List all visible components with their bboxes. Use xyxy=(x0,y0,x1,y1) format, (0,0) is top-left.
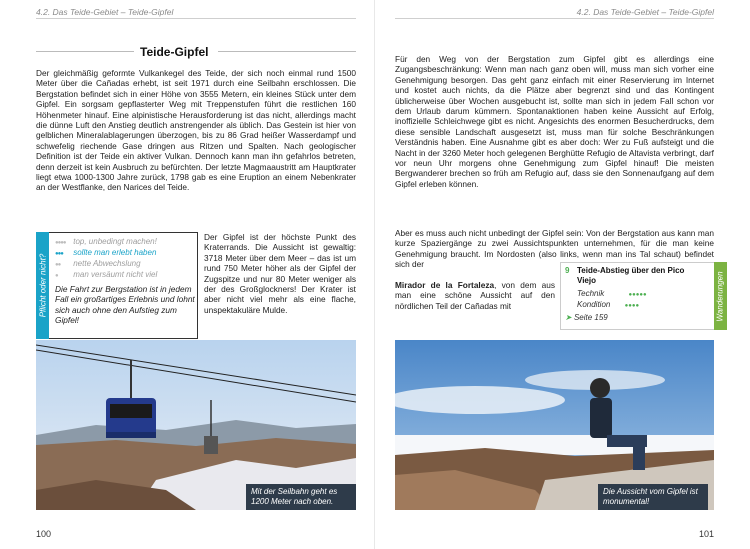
rating-dots-icon: ●● xyxy=(55,262,61,268)
page-ref-label: Seite 159 xyxy=(573,313,608,322)
hike-page-ref[interactable] xyxy=(565,313,608,322)
technik-label: Technik xyxy=(577,289,605,298)
rating-row-nett xyxy=(55,259,195,270)
hike-technik-row xyxy=(577,289,647,298)
pflicht-text: Die Fahrt zur Bergstation ist in jedem Fall ein großartiges Erlebnis und lohnt sich auch ohne den Aufstieg zum Gipfel! xyxy=(55,284,195,326)
pflicht-content xyxy=(55,237,195,326)
kondition-dots-icon: ●●●● xyxy=(624,303,640,309)
pflicht-tab xyxy=(36,232,49,339)
hike-number: 9 xyxy=(565,266,570,275)
summit-paragraph: Der Gipfel ist der höchste Punkt des Kraterrands. Die Aussicht ist gewaltig: 3718 Meter über dem Meer – das ist um rund 750 Meter höher als der Gipfel der Zugspitze und nur 80 Meter weniger als der des Großglockners! Der Krater ist aber nicht viel mehr als eine flache, unspektakuläre Mulde. xyxy=(204,232,356,315)
rating-row-top xyxy=(55,237,195,248)
rating-label: sollte man erlebt haben xyxy=(73,248,157,257)
rating-dots-icon: ● xyxy=(55,273,58,279)
viewpoints-bold: Mirador de la Fortaleza xyxy=(395,280,495,290)
wanderungen-tab-label: Wanderungen xyxy=(716,270,725,322)
header-rule-right xyxy=(395,18,714,19)
rating-row-selected xyxy=(55,248,195,259)
rating-label: man versäumt nicht viel xyxy=(73,270,158,279)
pflicht-tab-label: Pflicht oder nicht? xyxy=(38,253,47,318)
wanderungen-tab xyxy=(714,262,727,330)
page-number-left: 100 xyxy=(36,529,52,539)
running-head-right: 4.2. Das Teide-Gebiet – Teide-Gipfel xyxy=(576,7,714,17)
rating-dots-icon: ●●● xyxy=(55,251,63,257)
pflicht-box xyxy=(36,232,198,339)
photo-caption-left: Mit der Seilbahn geht es 1200 Meter nach oben. xyxy=(246,484,356,510)
rating-label: nette Abwechslung xyxy=(73,259,141,268)
kondition-label: Kondition xyxy=(577,300,611,309)
hike-reference-box xyxy=(560,262,716,330)
photo-caption-right: Die Aussicht vom Gipfel ist monumental! xyxy=(598,484,708,510)
viewpoints-paragraph-bottom xyxy=(395,280,555,311)
header-rule-left xyxy=(36,18,356,19)
viewpoints-text-a: Aber es muss auch nicht unbedingt der Gipfel sein: Von der Bergstation aus kann man kurze Spaziergänge zu zwei Aussichtspunkten unternehmen, für die man keine Genehmigung braucht. Im Nordosten (also links, wenn man ins Tal schaut) befindet sich der xyxy=(395,228,714,270)
intro-paragraph: Der gleichmäßig geformte Vulkankegel des Teide, der sich noch einmal rund 1500 Meter über die Cañadas erhebt, ist seit 1971 durch eine Seilbahn erschlossen. Die Bergstation befindet sich in einer Höhe von 3555 Metern, ein kleines Stück unter dem Gipfel. Ein sorgsam gepflasterter Weg mit Treppenstufen führt die restlichen 160 Höhenmeter hinauf. Eine alpinistische Herausforderung ist das nicht, allerdings macht die dünne Luft den Anstieg deutlich anstrengender als üblich. Das Gestein ist hier von gelblichen Mineralablagerungen überzogen, bis zu 86 Grad heißer Wasserdampf und schwefelig riechende Gase dringen aus Ritzen und Spalten. Nach geologischer Definition ist der Teide ein aktiver Vulkan. Dennoch kann man ihn gefahrlos betreten, denn derzeit ist kein Ausbruch zu befürchten. Der letzte Magmaaustritt am Hauptkrater liegt etwa 1000-1300 Jahre zurück, 1798 gab es eine Eruption an einem Nebenkrater an der Westflanke, den Narices del Teide. xyxy=(36,68,356,193)
hike-title: Teide-Abstieg über den Pico Viejo xyxy=(577,266,685,285)
rating-label: top, unbedingt machen! xyxy=(73,237,157,246)
right-page xyxy=(375,0,750,549)
running-head-left: 4.2. Das Teide-Gebiet – Teide-Gipfel xyxy=(36,7,174,17)
title-rule-left xyxy=(36,51,134,52)
rating-dots-icon: ●●●● xyxy=(55,240,66,246)
page-number-right: 101 xyxy=(698,529,714,539)
hike-kondition-row xyxy=(577,300,639,309)
section-title: Teide-Gipfel xyxy=(140,45,209,59)
title-rule-right xyxy=(218,51,356,52)
summit-photo xyxy=(395,340,714,510)
technik-dots-icon: ●●●●● xyxy=(628,292,647,298)
viewpoints-text-b: , von dem aus man eine schöne Aussicht auf den nördlichen Teil der Cañadas mit xyxy=(395,280,555,311)
cable-car-photo xyxy=(36,340,356,510)
access-paragraph: Für den Weg von der Bergstation zum Gipfel gibt es allerdings eine Zugangsbeschränkung: Wenn man nach ganz oben will, muss man sich vorher eine Genehmigung besorgen. Das geht ganz einfach mit einer Reservierung im Internet und kostet auch nichts, da die Plätze aber begrenzt sind und das Kontingent üblicherweise über Wochen ausgebucht ist, sollte man sich in jedem Fall schon vor dem Urlaub darum kümmern. Spontanaktionen haben keine Aussicht auf Erfolg, inoffizielle Schleichwege gibt es nicht. Angesichts des enormen Besucherdrucks, dem diese sensible Landschaft ausgesetzt ist, muss man für solche Beschränkungen Verständnis haben. Eine Ausnahme gibt es aber doch: Wer zu Fuß aufsteigt und die Nacht in der 3260 Meter hoch gelegenen Berghütte Refugio de Altavista verbringt, darf vor neun Uhr morgens ohne Genehmigung zum Gipfel hinauf! Die meisten Bergwanderer brechen so früh am Refugio auf, dass sie den Sonnenaufgang auf dem Gipfel erleben können. xyxy=(395,54,714,189)
arrow-right-icon: ➤ xyxy=(565,313,572,322)
rating-row-versaeumt xyxy=(55,270,195,281)
